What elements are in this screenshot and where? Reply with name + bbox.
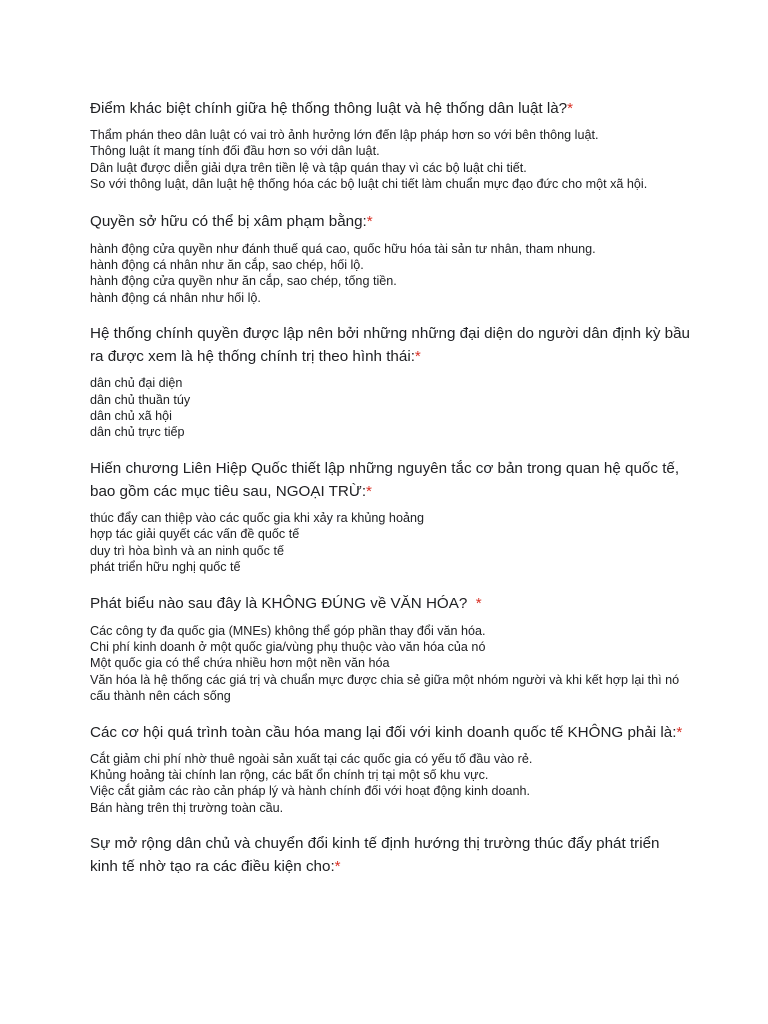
required-asterisk: * xyxy=(366,482,372,500)
required-asterisk: * xyxy=(676,723,683,741)
question-5 xyxy=(90,592,690,615)
question-6 xyxy=(90,721,690,744)
answer-option[interactable]: dân chủ xã hội xyxy=(90,409,172,424)
answer-list xyxy=(90,241,690,307)
question-title: Hiến chương Liên Hiệp Quốc thiết lập những nguyên tắc cơ bản trong quan hệ quốc tế, bao gồm các mục tiêu sau, NGOẠI TRỪ:* xyxy=(90,459,680,500)
answer-option[interactable]: duy trì hòa bình và an ninh quốc tế xyxy=(90,543,284,558)
question-title: Hệ thống chính quyền được lập nên bởi những những đại diện do người dân định kỳ bầu ra được xem là hệ thống chính trị theo hình thái:* xyxy=(90,325,690,366)
question-title: Sự mở rộng dân chủ và chuyển đổi kinh tế định hướng thị trường thúc đẩy phát triển kinh tế nhờ tạo ra các điều kiện cho:* xyxy=(90,835,660,876)
answer-option[interactable]: hành động cá nhân như hối lộ. xyxy=(90,290,261,305)
answer-list xyxy=(90,375,690,441)
answer-option[interactable]: dân chủ đại diện xyxy=(90,376,183,391)
answer-option[interactable]: Khủng hoảng tài chính lan rộng, các bất ổn chính trị tại một số khu vực. xyxy=(90,767,489,782)
question-3 xyxy=(90,322,690,368)
answer-option[interactable]: hành động cá nhân như ăn cắp, sao chép, hối lộ. xyxy=(90,258,364,273)
question-7 xyxy=(90,832,690,878)
required-asterisk: * xyxy=(334,858,341,876)
answer-option[interactable]: Thẩm phán theo dân luật có vai trò ảnh hưởng lớn đến lập pháp hơn so với bên thông luật. xyxy=(90,128,599,142)
required-asterisk: * xyxy=(366,212,373,230)
required-asterisk: * xyxy=(414,348,421,366)
answer-option[interactable]: Một quốc gia có thể chứa nhiều hơn một nền văn hóa xyxy=(90,656,390,671)
question-title: Điểm khác biệt chính giữa hệ thống thông luật và hệ thống dân luật là?* xyxy=(90,100,574,117)
answer-option[interactable]: Việc cắt giảm các rào cản pháp lý và hành chính đối với hoạt động kinh doanh. xyxy=(90,784,531,799)
answer-option[interactable]: Các công ty đa quốc gia (MNEs) không thể góp phần thay đổi văn hóa. xyxy=(90,623,486,638)
question-title: Phát biểu nào sau đây là KHÔNG ĐÚNG về VĂN HÓA? * xyxy=(90,594,482,612)
answer-list xyxy=(90,623,690,705)
answer-list xyxy=(90,510,690,576)
answer-option[interactable]: dân chủ thuần túy xyxy=(90,392,191,407)
answer-option[interactable]: Dân luật được diễn giải dựa trên tiền lệ và tập quán thay vì các bộ luật chi tiết. xyxy=(90,160,527,175)
answer-option[interactable]: hợp tác giải quyết các vấn đề quốc tế xyxy=(90,527,300,542)
answer-option[interactable]: Chi phí kinh doanh ở một quốc gia/vùng phụ thuộc vào văn hóa của nó xyxy=(90,639,486,654)
answer-list xyxy=(90,127,690,193)
answer-option[interactable]: Thông luật ít mang tính đối đầu hơn so với dân luật. xyxy=(90,144,380,159)
question-title: Các cơ hội quá trình toàn cầu hóa mang lại đối với kinh doanh quốc tế KHÔNG phải là:* xyxy=(90,723,683,741)
answer-list xyxy=(90,751,690,817)
quiz-document xyxy=(90,97,690,878)
required-asterisk: * xyxy=(475,594,482,612)
answer-option[interactable]: hành động cửa quyền như ăn cắp, sao chép, tống tiền. xyxy=(90,274,397,289)
answer-option[interactable]: Cắt giảm chi phí nhờ thuê ngoài sản xuất tại các quốc gia có yếu tố đầu vào rẻ. xyxy=(90,751,533,766)
answer-option[interactable]: Văn hóa là hệ thống các giá trị và chuẩn mực được chia sẻ giữa một nhóm người và khi kết hợp lại thì nó cấu thành nên cách sống xyxy=(90,672,680,704)
question-title: Quyền sở hữu có thể bị xâm phạm bằng:* xyxy=(90,212,373,230)
question-1 xyxy=(90,97,690,120)
answer-option[interactable]: dân chủ trực tiếp xyxy=(90,425,185,440)
answer-option[interactable]: thúc đẩy can thiệp vào các quốc gia khi xảy ra khủng hoảng xyxy=(90,510,424,525)
answer-option[interactable]: So với thông luật, dân luật hệ thống hóa các bộ luật chi tiết làm chuẩn mực đạo đức cho một xã hội. xyxy=(90,177,648,192)
answer-option[interactable]: Bán hàng trên thị trường toàn cầu. xyxy=(90,800,284,815)
answer-option[interactable]: phát triển hữu nghị quốc tế xyxy=(90,560,241,575)
question-2 xyxy=(90,210,690,233)
question-4 xyxy=(90,457,690,503)
answer-option[interactable]: hành động cửa quyền như đánh thuế quá cao, quốc hữu hóa tài sản tư nhân, tham nhung. xyxy=(90,241,596,256)
required-asterisk: * xyxy=(567,100,574,117)
